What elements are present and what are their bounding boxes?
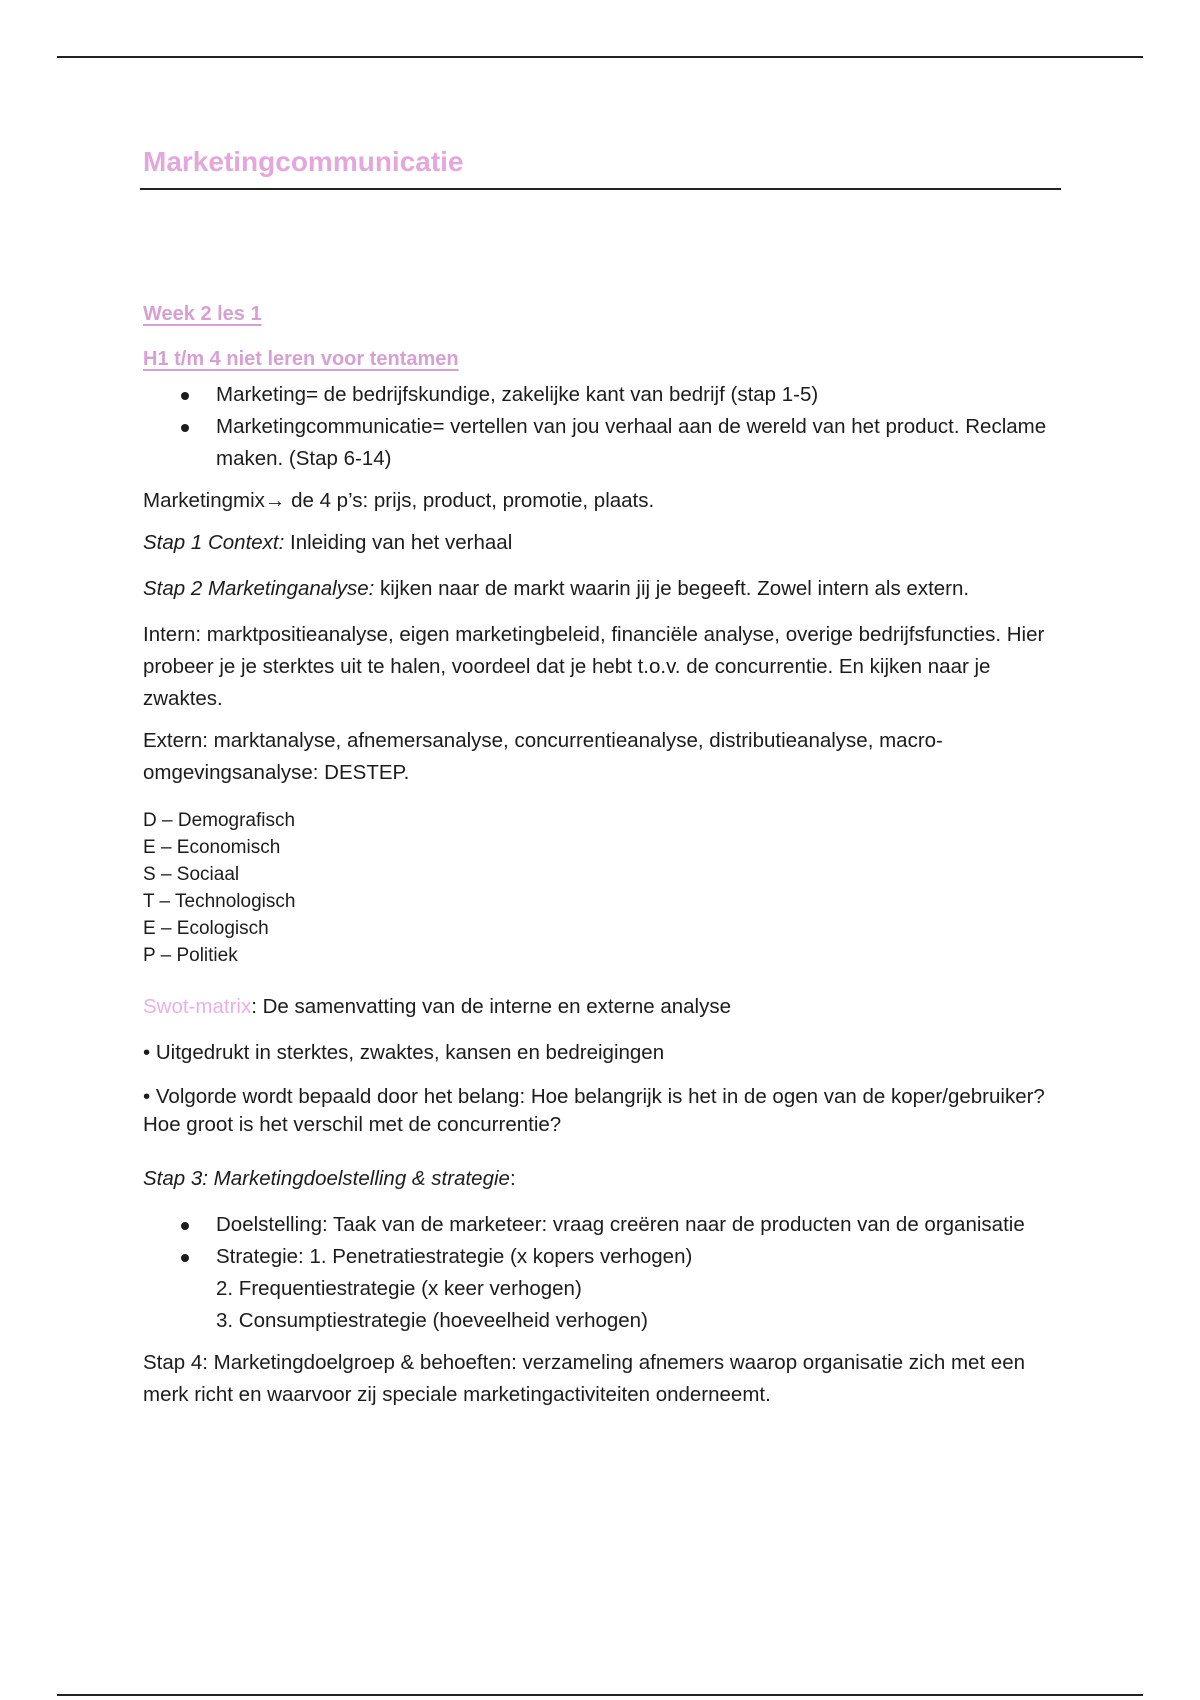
swot-paragraph xyxy=(143,991,1063,1023)
bullet-icon xyxy=(181,1222,189,1230)
bullet-text: 2. Frequentiestrategie (x keer verhogen) xyxy=(216,1277,582,1300)
extern-paragraph: Extern: marktanalyse, afnemersanalyse, concurrentieanalyse, distributieanalyse, macro-omgevingsanalyse: DESTEP. xyxy=(143,729,943,784)
stap1-paragraph xyxy=(143,527,1063,559)
marketingmix-text: de 4 p’s: prijs, product, promotie, plaats. xyxy=(285,489,655,512)
stap3-label: Stap 3: Marketingdoelstelling & strategie xyxy=(143,1167,510,1190)
bullet-icon xyxy=(181,1254,189,1262)
arrow-icon: → xyxy=(264,489,286,512)
stap2-paragraph xyxy=(143,573,1063,605)
stap3-colon: : xyxy=(509,1167,516,1190)
swot-label: Swot-matrix xyxy=(143,995,252,1018)
stap2-label: Stap 2 Marketinganalyse: xyxy=(143,577,375,600)
bullet-text: Marketingcommunicatie= vertellen van jou verhaal aan de wereld van het product. Reclame maken. (Stap 6-14) xyxy=(216,415,1047,470)
bullet-icon xyxy=(181,424,189,432)
list-item: E – Ecologisch xyxy=(143,918,269,939)
destep-list xyxy=(143,807,1063,969)
marketingmix-label: Marketingmix xyxy=(143,489,265,512)
bottom-rule xyxy=(57,1694,1143,1696)
bullet-text: Marketing= de bedrijfskundige, zakelijke kant van bedrijf (stap 1-5) xyxy=(216,383,819,406)
week-heading: Week 2 les 1 xyxy=(143,303,262,325)
list-item: P – Politiek xyxy=(143,945,238,966)
swot-point: • Volgorde wordt bepaald door het belang: Hoe belangrijk is het in de ogen van de koper/gebruiker? Hoe groot is het verschil met de concurrentie? xyxy=(143,1085,1045,1136)
swot-text: : De samenvatting van de interne en externe analyse xyxy=(251,995,731,1018)
stap1-label: Stap 1 Context: xyxy=(143,531,285,554)
list-item: S – Sociaal xyxy=(143,864,240,885)
list-item: E – Economisch xyxy=(143,837,281,858)
intern-paragraph: Intern: marktpositieanalyse, eigen marketingbeleid, financiële analyse, overige bedrijfsfuncties. Hier probeer je je sterktes uit te halen, voordeel dat je hebt t.o.v. de concurrentie. En kijken naar je zwaktes. xyxy=(143,623,1045,710)
top-rule xyxy=(57,56,1143,58)
stap4-paragraph: Stap 4: Marketingdoelgroep & behoeften: verzameling afnemers waarop organisatie zich met een merk richt en waarvoor zij speciale marketingactiviteiten onderneemt. xyxy=(143,1351,1026,1406)
bullet-text: Strategie: 1. Penetratiestrategie (x kopers verhogen) xyxy=(216,1245,693,1268)
list-item: T – Technologisch xyxy=(143,891,296,912)
bullet-icon xyxy=(181,392,189,400)
stap1-text: Inleiding van het verhaal xyxy=(284,531,513,554)
list-item xyxy=(143,411,1063,475)
stap3-bullet-list xyxy=(143,1209,1063,1337)
list-item xyxy=(143,379,1063,411)
bullet-text: Doelstelling: Taak van de marketeer: vraag creëren naar de producten van de organisatie xyxy=(216,1213,1025,1236)
list-item xyxy=(143,1241,1063,1337)
stap2-text: kijken naar de markt waarin jij je begeeft. Zowel intern als extern. xyxy=(374,577,970,600)
marketingmix-paragraph xyxy=(143,485,1063,517)
document-page xyxy=(143,140,1063,1411)
list-item xyxy=(143,1209,1063,1241)
list-item: D – Demografisch xyxy=(143,810,296,831)
intro-bullet-list xyxy=(143,379,1063,475)
exam-note-heading: H1 t/m 4 niet leren voor tentamen xyxy=(143,348,459,370)
document-title: Marketingcommunicatie xyxy=(140,140,1061,190)
swot-point: • Uitgedrukt in sterktes, zwaktes, kansen en bedreigingen xyxy=(143,1041,665,1064)
stap3-paragraph xyxy=(143,1163,1063,1195)
bullet-text: 3. Consumptiestrategie (hoeveelheid verhogen) xyxy=(216,1309,648,1332)
